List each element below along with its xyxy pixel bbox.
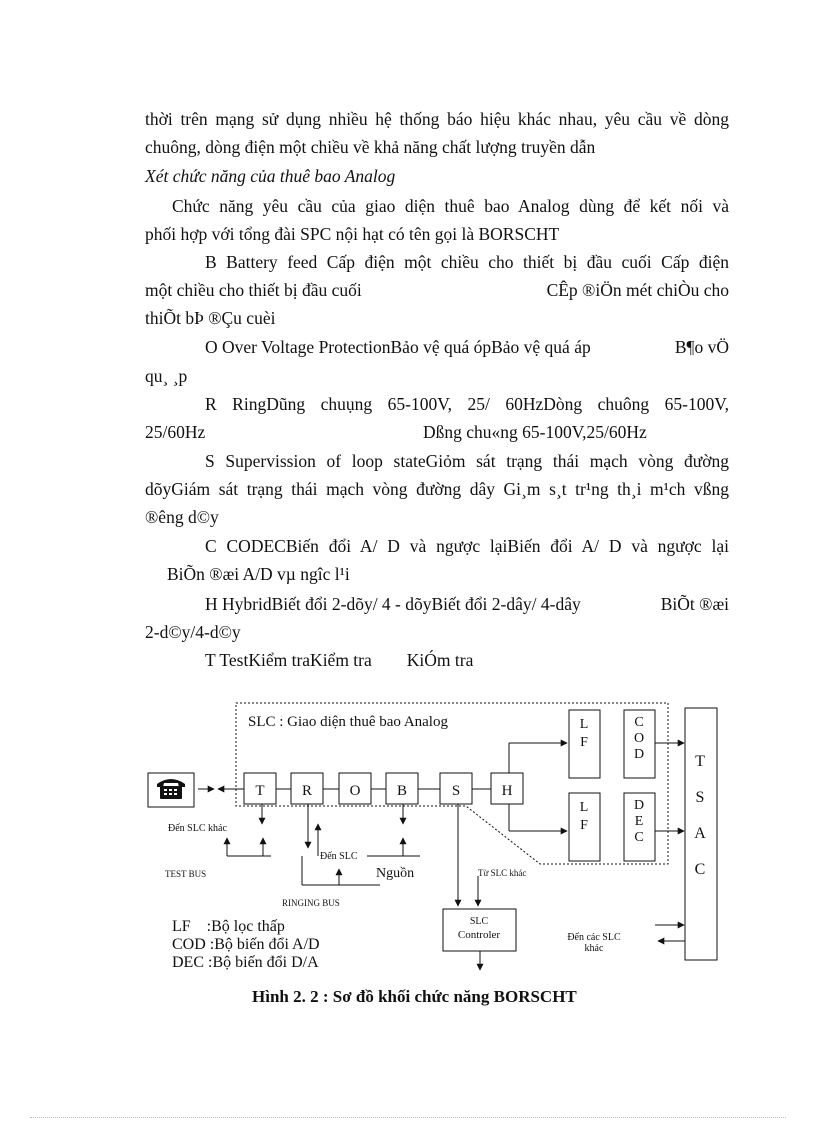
telephone-icon bbox=[157, 779, 185, 799]
block-t: T bbox=[255, 783, 265, 799]
label-nguon: Nguồn bbox=[376, 866, 415, 881]
tsac-letter: T bbox=[695, 753, 705, 770]
paragraph-line: dõyGiám sát trạng thái mạch vòng đường dây Gi¸m s¸t tr¹ng th¸i m¹ch vßng bbox=[145, 479, 729, 499]
cod-letter: C bbox=[634, 715, 644, 730]
text-span: BiÕt ®æi bbox=[660, 594, 729, 614]
text-span: O Over Voltage ProtectionBảo vệ quá ópBảo vệ quá áp bbox=[205, 337, 591, 357]
cod-letter: O bbox=[633, 731, 645, 746]
tsac-letter: C bbox=[694, 861, 706, 878]
paragraph-line: Chức năng yêu cầu của giao diện thuê bao Analog dùng để kết nối và bbox=[172, 196, 729, 216]
paragraph-line: 2-d©y/4-d©y bbox=[145, 622, 241, 642]
paragraph-line: B Battery feed Cấp điện một chiều cho thiết bị đầu cuối Cấp điện bbox=[205, 252, 729, 272]
label-den-cac-slc-2: khác bbox=[584, 943, 604, 954]
label-tu-slc-khac: Từ SLC khác bbox=[478, 868, 527, 878]
paragraph-line: R RingDũng chuụng 65-100V, 25/ 60HzDòng chuông 65-100V, bbox=[205, 394, 729, 414]
paragraph-line: thiÕt bÞ ®Çu cuèi bbox=[145, 308, 276, 328]
legend-cod: COD :Bộ biến đổi A/D bbox=[172, 936, 320, 953]
block-s: S bbox=[451, 783, 461, 799]
text-span: H HybridBiết đổi 2-dõy/ 4 - dõyBiết đổi 2-dây/ 4-dây bbox=[205, 594, 581, 614]
lf-top-letter: L bbox=[579, 717, 589, 732]
dec-letter: E bbox=[634, 814, 644, 829]
label-den-slc-khac: Đến SLC khác bbox=[168, 823, 227, 834]
lf-bottom-letter: L bbox=[579, 800, 589, 815]
label-ringing-bus: RINGING BUS bbox=[282, 898, 340, 908]
text-span: Dßng chu«ng 65-100V,25/60Hz bbox=[423, 422, 647, 442]
block-o: O bbox=[349, 783, 361, 799]
lf-top-letter: F bbox=[580, 735, 588, 750]
label-test-bus: TEST BUS bbox=[165, 869, 207, 879]
dec-letter: D bbox=[633, 798, 645, 813]
paragraph-line: BiÕn ®æi A/D vµ ngîc l¹i bbox=[167, 564, 350, 584]
slc-title: SLC : Giao diện thuê bao Analog bbox=[248, 714, 448, 730]
text-span: một chiều cho thiết bị đầu cuối bbox=[145, 280, 362, 300]
paragraph-line: qu¸ ¸p bbox=[145, 366, 188, 386]
paragraph-line: ®êng d©y bbox=[145, 507, 219, 527]
legend-lf: LF :Bộ lọc thấp bbox=[172, 918, 285, 935]
paragraph-line: S Supervission of loop stateGiỏm sát trạng thái mạch vòng đường bbox=[205, 451, 729, 471]
block-b: B bbox=[396, 783, 408, 799]
tsac-letter: S bbox=[695, 789, 705, 806]
paragraph-line: phối hợp với tổng đài SPC nội hạt có tên gọi là BORSCHT bbox=[145, 224, 560, 244]
paragraph-line: C CODECBiến đổi A/ D và ngược lạiBiến đổi A/ D và ngược lại bbox=[205, 536, 729, 556]
text-span: CÊp ®iÖn mét chiÒu cho bbox=[546, 280, 729, 300]
paragraph-line: chuông, dòng điện một chiều về khả năng chất lượng truyền dẫn bbox=[145, 137, 596, 157]
controller-label-1: SLC bbox=[469, 916, 489, 927]
text-span: B¶o vÖ bbox=[674, 337, 729, 357]
label-den-slc: Đến SLC bbox=[320, 851, 358, 862]
paragraph-line: thời trên mạng sử dụng nhiều hệ thống báo hiệu khác nhau, yêu cầu về dòng bbox=[145, 109, 729, 129]
dec-letter: C bbox=[634, 830, 644, 845]
legend-dec: DEC :Bộ biến đổi D/A bbox=[172, 954, 319, 971]
label-den-cac-slc: Đến các SLC bbox=[567, 932, 621, 943]
paragraph-line: T TestKiểm traKiểm tra KiÓm tra bbox=[205, 650, 474, 670]
section-heading: Xét chức năng của thuê bao Analog bbox=[145, 166, 396, 186]
cod-letter: D bbox=[633, 747, 645, 762]
lf-bottom-letter: F bbox=[580, 818, 588, 833]
page-bottom-rule bbox=[30, 1117, 786, 1118]
block-r: R bbox=[301, 783, 313, 799]
figure-caption: Hình 2. 2 : Sơ đồ khối chức năng BORSCHT bbox=[252, 987, 577, 1006]
text-span: 25/60Hz bbox=[145, 422, 206, 442]
block-h: H bbox=[501, 783, 513, 799]
tsac-letter: A bbox=[694, 825, 706, 842]
controller-label-2: Controler bbox=[457, 929, 501, 941]
